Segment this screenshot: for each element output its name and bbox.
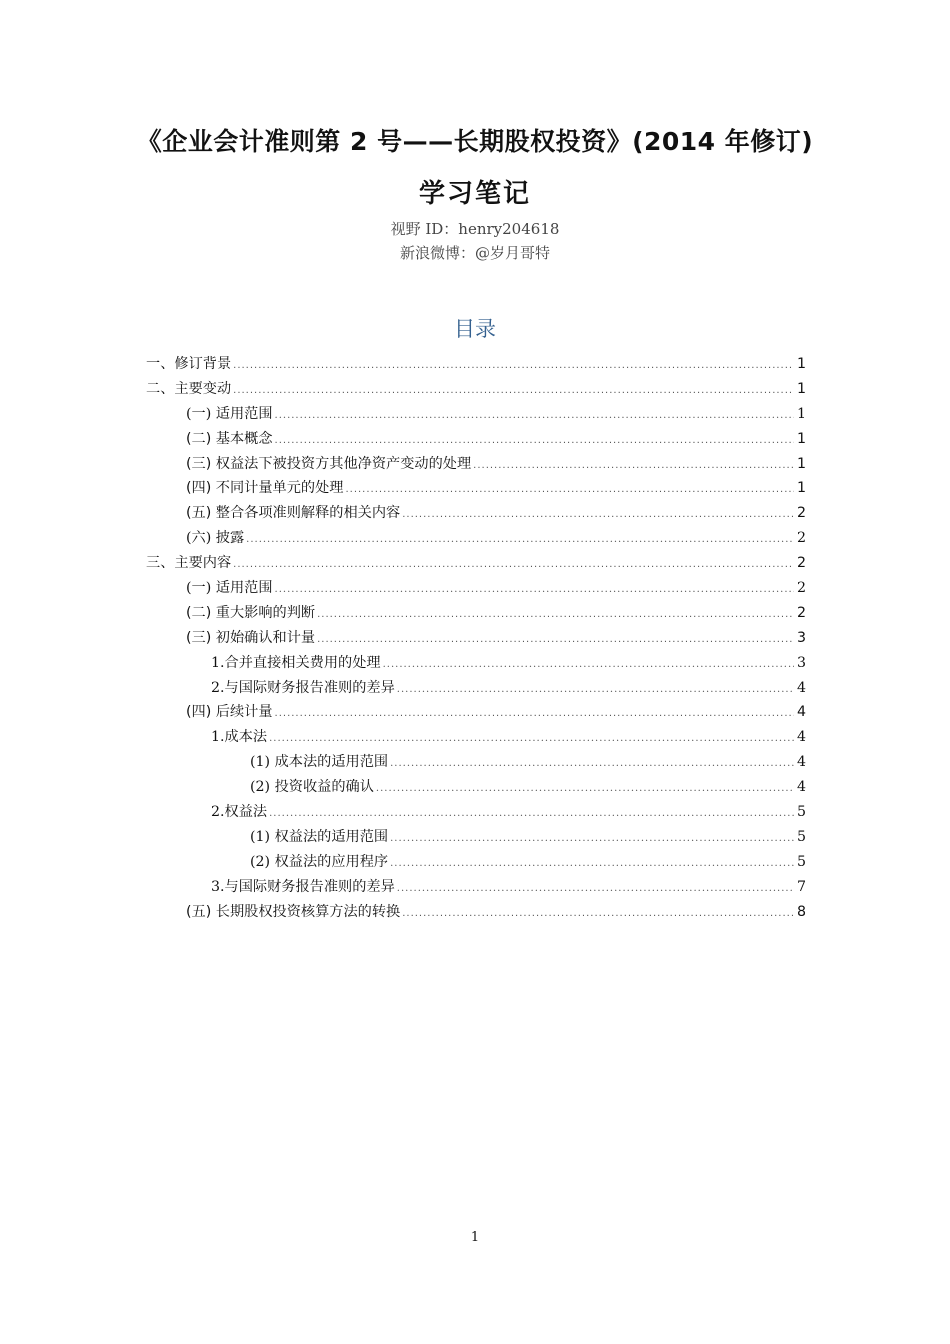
toc-entry-page: 5: [796, 828, 806, 845]
toc-entry[interactable]: [146, 502, 806, 527]
toc-entry-page: 1: [796, 380, 806, 397]
toc-entry-page: 2: [796, 505, 806, 522]
toc-entry[interactable]: [146, 652, 806, 677]
toc-entry-page: 4: [796, 679, 806, 696]
toc-entry-label: (三) 权益法下被投资方其他净资产变动的处理: [186, 455, 472, 472]
toc-entry[interactable]: [146, 403, 806, 428]
toc-leader-dots: [233, 559, 794, 570]
toc-leader-dots: [397, 883, 794, 894]
toc-leader-dots: [390, 833, 794, 844]
toc-entry-page: 7: [796, 878, 806, 895]
toc-leader-dots: [402, 509, 794, 520]
toc-leader-dots: [397, 684, 794, 695]
author-id: 视野 ID：henry204618: [390, 220, 560, 238]
toc-leader-dots: [317, 609, 794, 620]
toc-entry-label: 1.成本法: [211, 729, 268, 746]
toc-entry[interactable]: [146, 751, 806, 776]
toc-leader-dots: [390, 758, 794, 769]
toc-entry-label: 一、修订背景: [146, 356, 232, 372]
toc-leader-dots: [269, 808, 794, 819]
toc-entry-label: (三) 初始确认和计量: [186, 629, 316, 646]
toc-heading: 目录: [454, 317, 496, 341]
toc-entry-page: 1: [796, 405, 806, 422]
toc-entry-page: 3: [796, 654, 806, 671]
toc-entry-page: 2: [796, 580, 806, 597]
toc-entry-label: 2.与国际财务报告准则的差异: [211, 679, 395, 696]
toc-entry[interactable]: [146, 378, 806, 403]
toc-entry[interactable]: [146, 353, 806, 378]
toc-leader-dots: [233, 385, 794, 396]
toc-entry-page: 5: [796, 804, 806, 821]
toc-entry-label: (四) 后续计量: [186, 704, 273, 721]
toc-leader-dots: [275, 708, 794, 719]
toc-leader-dots: [269, 733, 794, 744]
toc-entry[interactable]: [146, 477, 806, 502]
toc-leader-dots: [390, 858, 794, 869]
toc-entry[interactable]: [146, 851, 806, 876]
toc-entry-page: 4: [796, 754, 806, 771]
toc-entry-label: 三、主要内容: [146, 555, 232, 572]
document-subtitle: 学习笔记: [418, 179, 531, 209]
toc-entry[interactable]: [146, 527, 806, 552]
toc-entry-page: 2: [796, 530, 806, 547]
toc-entry-label: (1) 权益法的适用范围: [250, 828, 389, 845]
document-title: 《企业会计准则第 2 号——长期股权投资》(2014 年修订): [136, 127, 814, 156]
toc-entry-label: (六) 披露: [186, 530, 245, 547]
toc-entry-label: 二、主要变动: [146, 380, 232, 397]
toc-entry[interactable]: [146, 701, 806, 726]
toc-entry[interactable]: [146, 776, 806, 801]
toc-leader-dots: [473, 460, 794, 471]
toc-leader-dots: [376, 783, 794, 794]
toc-leader-dots: [402, 908, 794, 919]
toc-entry[interactable]: [146, 577, 806, 602]
toc-entry-label: (二) 重大影响的判断: [186, 604, 316, 621]
toc-entry[interactable]: [146, 428, 806, 453]
toc-entry[interactable]: [146, 726, 806, 751]
toc-entry-page: 1: [796, 480, 806, 497]
toc-entry-page: 3: [796, 629, 806, 646]
toc-entry-page: 8: [796, 903, 806, 920]
toc-leader-dots: [275, 435, 794, 446]
toc-entry-page: 1: [796, 356, 806, 372]
toc-entry-label: (一) 适用范围: [186, 580, 273, 597]
toc-entry-page: 2: [796, 555, 806, 572]
toc-entry[interactable]: [146, 602, 806, 627]
toc-entry-page: 4: [796, 704, 806, 721]
toc-entry-page: 1: [796, 455, 806, 472]
toc-leader-dots: [317, 634, 794, 645]
toc-entry[interactable]: [146, 627, 806, 652]
toc-entry-label: (四) 不同计量单元的处理: [186, 480, 344, 497]
toc-entry-page: 2: [796, 604, 806, 621]
toc-entry-label: (2) 投资收益的确认: [250, 779, 374, 796]
toc-entry-label: 1.合并直接相关费用的处理: [211, 654, 381, 671]
toc-leader-dots: [345, 484, 794, 495]
toc-entry[interactable]: [146, 826, 806, 851]
toc-entry[interactable]: [146, 901, 806, 926]
toc-entry-label: 2.权益法: [211, 804, 268, 821]
toc-leader-dots: [246, 534, 794, 545]
toc-entry-label: 3.与国际财务报告准则的差异: [211, 878, 395, 895]
toc-entry[interactable]: [146, 552, 806, 577]
toc-entry-label: (1) 成本法的适用范围: [250, 754, 389, 771]
toc-leader-dots: [275, 584, 794, 595]
toc-entry[interactable]: [146, 677, 806, 702]
toc-entry[interactable]: [146, 801, 806, 826]
toc-entry-page: 4: [796, 779, 806, 796]
toc-entry-page: 5: [796, 853, 806, 870]
toc-entry-page: 1: [796, 430, 806, 447]
toc-entry-label: (二) 基本概念: [186, 430, 273, 447]
toc-entry-label: (一) 适用范围: [186, 405, 273, 422]
toc-entry-page: 4: [796, 729, 806, 746]
table-of-contents: [146, 353, 806, 925]
toc-leader-dots: [233, 360, 794, 371]
weibo-handle: 新浪微博：@岁月哥特: [399, 244, 550, 262]
toc-entry[interactable]: [146, 453, 806, 478]
toc-entry-label: (2) 权益法的应用程序: [250, 853, 389, 870]
toc-entry-label: (五) 整合各项准则解释的相关内容: [186, 505, 401, 522]
toc-leader-dots: [383, 659, 794, 670]
toc-entry-label: (五) 长期股权投资核算方法的转换: [186, 903, 401, 920]
page-number: 1: [470, 1230, 480, 1245]
toc-entry[interactable]: [146, 876, 806, 901]
toc-leader-dots: [275, 410, 794, 421]
